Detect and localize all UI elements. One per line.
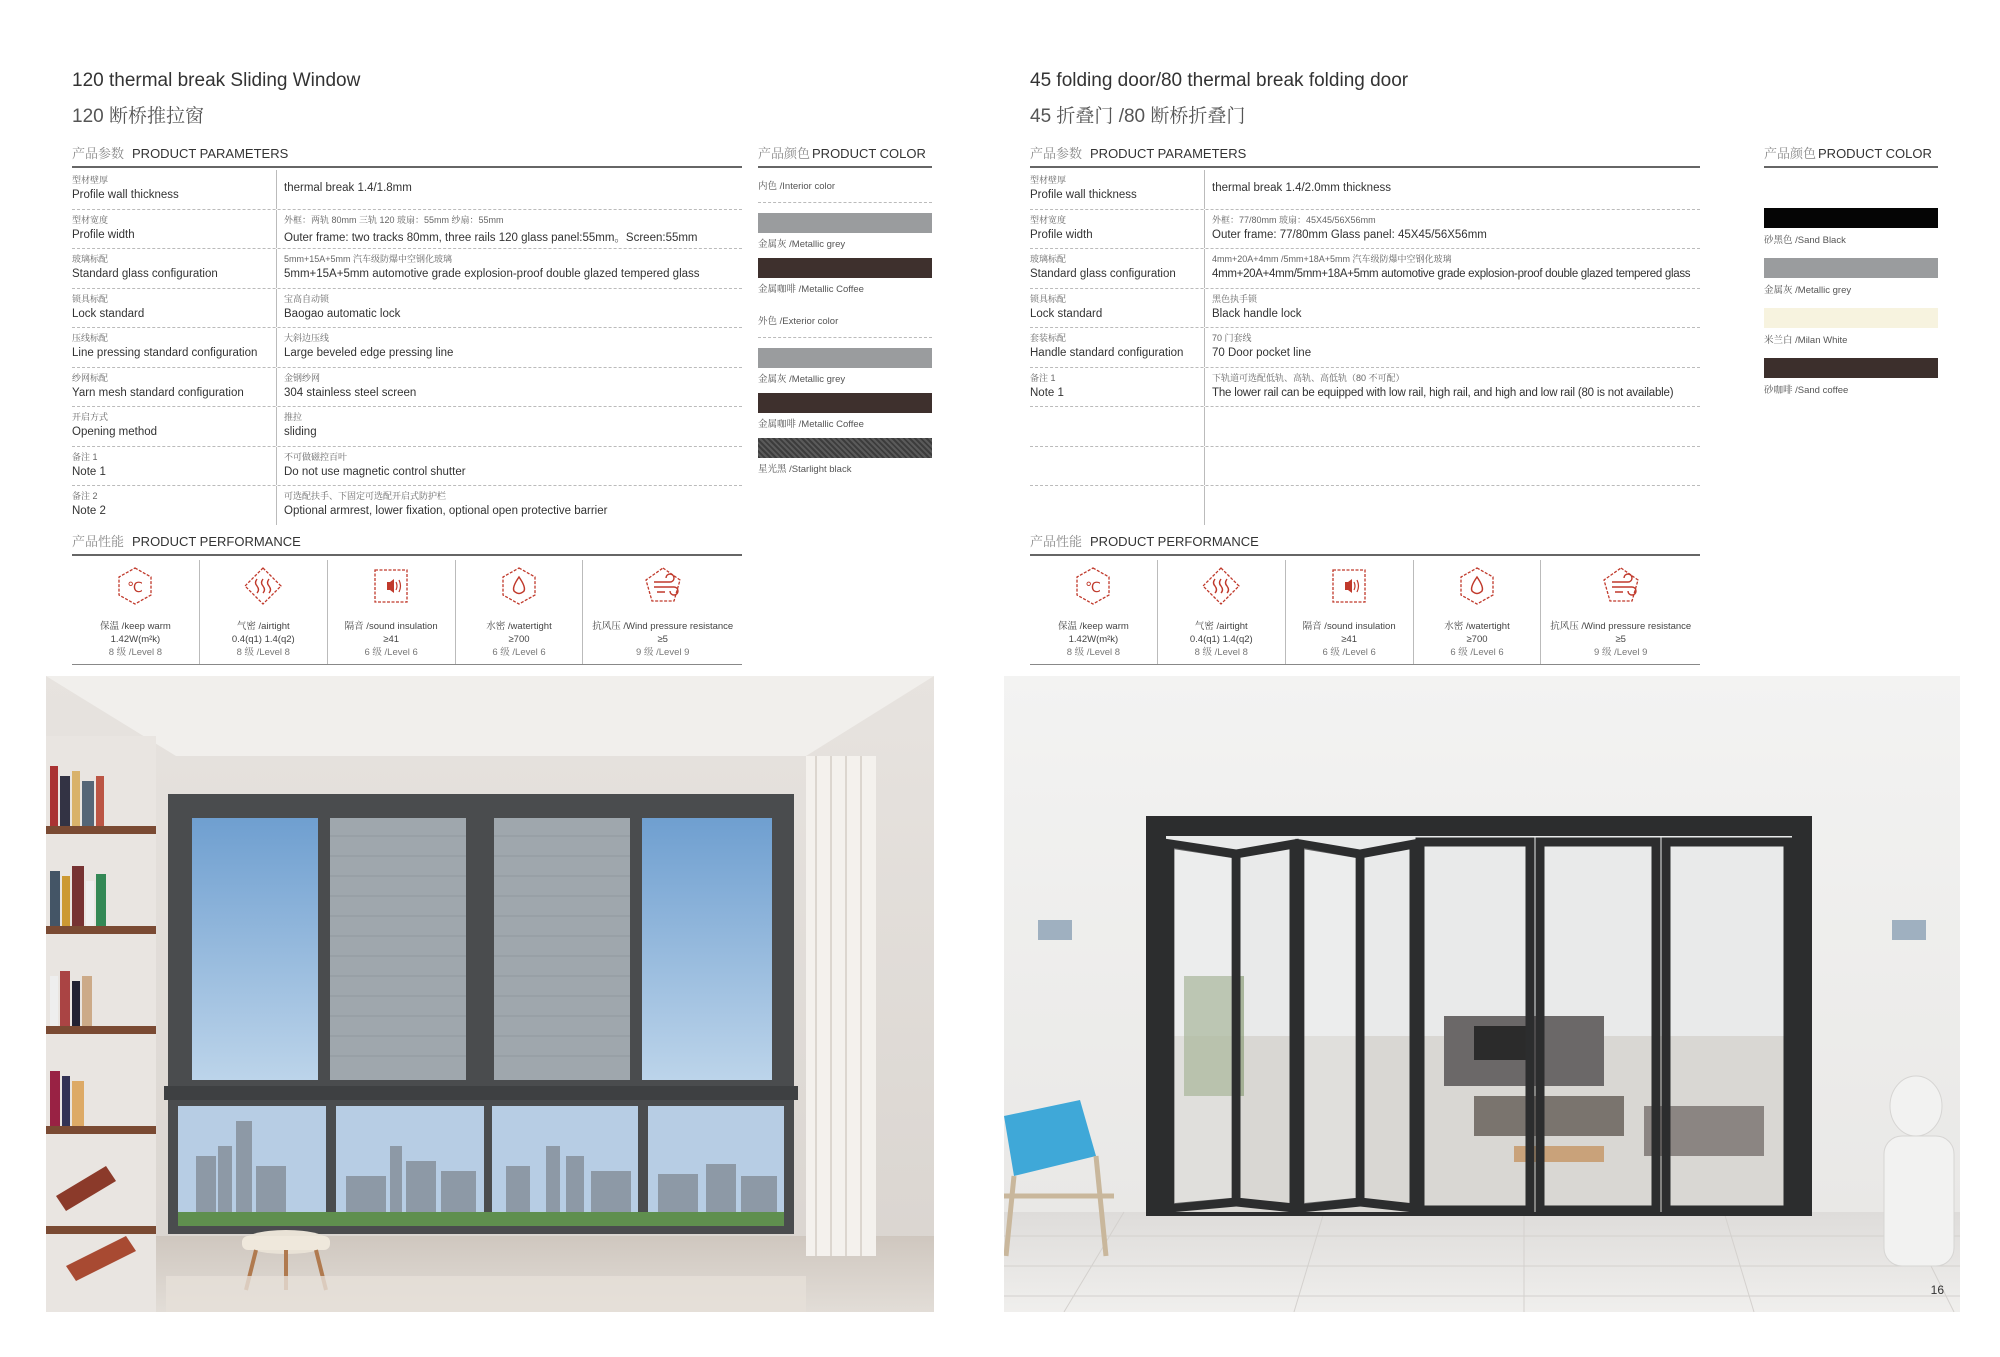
- param-row: 开启方式 Opening method 推拉 sliding: [72, 407, 742, 447]
- color-label: 米兰白 /Milan White: [1764, 335, 1848, 346]
- param-row: 玻璃标配 Standard glass configuration 5mm+15A+5mm 汽车级防爆中空钢化玻璃 5mm+15A+5mm automotive grade explosion-proof double glazed tempered glass: [72, 249, 742, 289]
- performance-item: 隔音 /sound insulation ≥41 6 级 /Level 6: [328, 560, 456, 664]
- color-swatches: [1764, 170, 1938, 398]
- performance-item: 水密 /watertight ≥700 6 级 /Level 6: [1414, 560, 1542, 664]
- color-label: 金属咖啡 /Metallic Coffee: [758, 284, 864, 295]
- thermometer-icon: [1073, 566, 1113, 606]
- param-row: 玻璃标配 Standard glass configuration 4mm+20A+4mm /5mm+18A+5mm 汽车级防爆中空钢化玻璃 4mm+20A+4mm/5mm+18A+5mm automotive grade explosion-proof double glazed tempered glass: [1030, 249, 1700, 289]
- page-number: 16: [1930, 1283, 1944, 1297]
- color-group-label: 内色 /Interior color: [758, 181, 836, 192]
- color-swatch: [758, 213, 932, 233]
- airtight-icon: [243, 566, 283, 606]
- param-row: 型材宽度 Profile width 外框：两轨 80mm 三轨 120 玻扇：55mm 纱扇：55mm Outer frame: two tracks 80mm, three rails 120 glass panel:55mm。Screen:55mm: [72, 210, 742, 250]
- svg-text:℃: ℃: [127, 580, 144, 596]
- param-row: 压线标配 Line pressing standard configuration 大斜边压线 Large beveled edge pressing line: [72, 328, 742, 368]
- param-row: 备注 1 Note 1 下轨道可选配低轨、高轨、高低轨（80 不可配） The lower rail can be equipped with low rail, high rail, and high and low rail (80 is not available): [1030, 368, 1700, 408]
- performance-item: 抗风压 /Wind pressure resistance ≥5 9 级 /Level 9: [1541, 560, 1700, 664]
- performance-heading: 产品性能 PRODUCT PERFORMANCE: [1030, 532, 1700, 556]
- color-swatch: [1764, 358, 1938, 378]
- param-row: [1030, 447, 1700, 487]
- color-swatch: [758, 348, 932, 368]
- performance-item: 气密 /airtight 0.4(q1) 1.4(q2) 8 级 /Level 8: [1158, 560, 1286, 664]
- color-label: 金属咖啡 /Metallic Coffee: [758, 419, 864, 430]
- color-swatches: [758, 170, 932, 477]
- color-label: 星光黑 /Starlight black: [758, 464, 852, 475]
- performance-item: ℃ 保温 /keep warm 1.42W(m²k) 8 级 /Level 8: [1030, 560, 1158, 664]
- product-title-en: 120 thermal break Sliding Window: [72, 70, 361, 91]
- params-table: [72, 170, 742, 525]
- water-drop-icon: [1457, 566, 1497, 606]
- params-heading: 产品参数 PRODUCT PARAMETERS: [72, 144, 742, 168]
- color-label: 砂黑色 /Sand Black: [1764, 235, 1846, 246]
- params-table: [1030, 170, 1700, 525]
- color-group-label: 外色 /Exterior color: [758, 316, 839, 327]
- sliding-window-photo: [46, 676, 934, 1312]
- param-row: 备注 2 Note 2 可选配扶手、下固定可选配开启式防护栏 Optional armrest, lower fixation, optional open protective barrier: [72, 486, 742, 525]
- param-row: 纱网标配 Yarn mesh standard configuration 金钢纱网 304 stainless steel screen: [72, 368, 742, 408]
- param-row: 型材壁厚 Profile wall thickness thermal break 1.4/1.8mm: [72, 170, 742, 210]
- wind-icon: [643, 566, 683, 606]
- performance-item: 水密 /watertight ≥700 6 级 /Level 6: [456, 560, 584, 664]
- color-label: 金属灰 /Metallic grey: [758, 239, 846, 250]
- color-label: 金属灰 /Metallic grey: [1764, 285, 1852, 296]
- performance-item: 隔音 /sound insulation ≥41 6 级 /Level 6: [1286, 560, 1414, 664]
- right-product-panel: [1004, 0, 1964, 1357]
- param-row: 备注 1 Note 1 不可做磁控百叶 Do not use magnetic control shutter: [72, 447, 742, 487]
- param-row: [1030, 486, 1700, 525]
- product-title-en: 45 folding door/80 thermal break folding door: [1030, 70, 1409, 91]
- product-title-cn: 45 折叠门 /80 断桥折叠门: [1030, 106, 1246, 127]
- svg-text:℃: ℃: [1085, 580, 1102, 596]
- product-title-cn: 120 断桥推拉窗: [72, 106, 204, 127]
- color-swatch: [1764, 208, 1938, 228]
- performance-item: 气密 /airtight 0.4(q1) 1.4(q2) 8 级 /Level 8: [200, 560, 328, 664]
- door-illustration: [1004, 676, 1960, 1312]
- color-swatch: [1764, 308, 1938, 328]
- performance-heading: 产品性能 PRODUCT PERFORMANCE: [72, 532, 742, 556]
- wind-icon: [1601, 566, 1641, 606]
- left-product-panel: [46, 0, 1006, 1357]
- color-label: 砂咖啡 /Sand coffee: [1764, 385, 1849, 396]
- param-row: 锁具标配 Lock standard 黑色执手锁 Black handle lock: [1030, 289, 1700, 329]
- performance-item: 抗风压 /Wind pressure resistance ≥5 9 级 /Level 9: [583, 560, 742, 664]
- color-swatch: [758, 258, 932, 278]
- sound-icon: [1329, 566, 1369, 606]
- color-label: 金属灰 /Metallic grey: [758, 374, 846, 385]
- params-heading: 产品参数 PRODUCT PARAMETERS: [1030, 144, 1700, 168]
- room-illustration: [46, 676, 934, 1312]
- param-row: 型材宽度 Profile width 外框：77/80mm 玻扇：45X45/56X56mm Outer frame: 77/80mm Glass panel: 45X45/56X56mm: [1030, 210, 1700, 250]
- color-swatch: [758, 393, 932, 413]
- performance-item: ℃ 保温 /keep warm 1.42W(m²k) 8 级 /Level 8: [72, 560, 200, 664]
- thermometer-icon: [115, 566, 155, 606]
- performance-row: [72, 560, 742, 664]
- color-heading: 产品颜色 PRODUCT COLOR: [758, 144, 932, 168]
- performance-row: [1030, 560, 1700, 664]
- color-swatch: [1764, 258, 1938, 278]
- param-row: 锁具标配 Lock standard 宝高自动锁 Baogao automatic lock: [72, 289, 742, 329]
- folding-door-photo: [1004, 676, 1960, 1312]
- color-swatch: [758, 438, 932, 458]
- param-row: [1030, 407, 1700, 447]
- param-row: 型材壁厚 Profile wall thickness thermal break 1.4/2.0mm thickness: [1030, 170, 1700, 210]
- sound-icon: [371, 566, 411, 606]
- airtight-icon: [1201, 566, 1241, 606]
- param-row: 套装标配 Handle standard configuration 70 门套线 70 Door pocket line: [1030, 328, 1700, 368]
- water-drop-icon: [499, 566, 539, 606]
- color-heading: 产品颜色 PRODUCT COLOR: [1764, 144, 1938, 168]
